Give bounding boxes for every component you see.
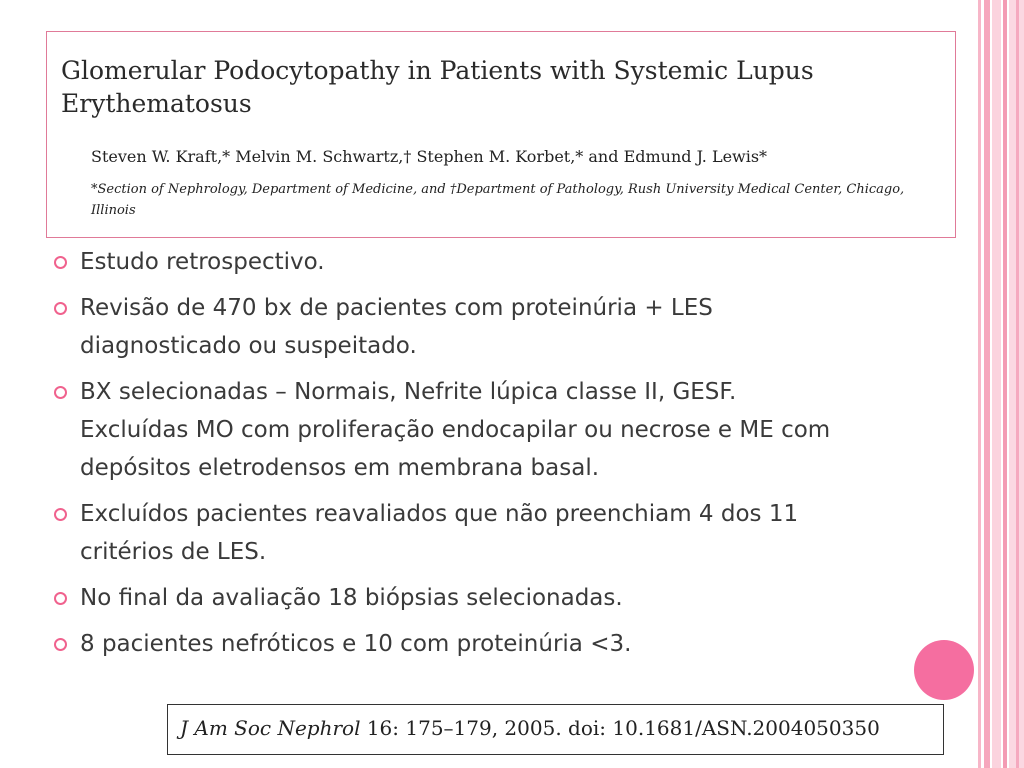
- bullet-item: [50, 243, 850, 281]
- decorative-stripe: [1003, 0, 1007, 768]
- decorative-circle: [914, 640, 974, 700]
- bullet-item: [50, 579, 850, 617]
- citation-text: [180, 716, 880, 740]
- citation-box: [167, 704, 944, 755]
- bullet-circle-icon: [54, 302, 67, 315]
- bullet-circle-icon: [54, 592, 67, 605]
- bullet-item: [50, 625, 850, 663]
- article-title: Glomerular Podocytopathy in Patients with Systemic Lupus Erythematosus: [61, 56, 814, 118]
- bullet-circle-icon: [54, 386, 67, 399]
- bullet-text: Excluídos pacientes reavaliados que não preenchiam 4 dos 11 critérios de LES.: [80, 501, 799, 565]
- bullet-text: Revisão de 470 bx de pacientes com proteinúria + LES diagnosticado ou suspeitado.: [80, 295, 713, 359]
- decorative-stripe: [978, 0, 981, 768]
- decorative-stripe: [1016, 0, 1019, 768]
- article-header-image: [46, 31, 956, 238]
- bullet-text: 8 pacientes nefróticos e 10 com proteinúria <3.: [80, 631, 632, 657]
- decorative-stripe: [984, 0, 990, 768]
- citation-journal: J Am Soc Nephrol: [180, 716, 361, 740]
- bullet-text: BX selecionadas – Normais, Nefrite lúpica classe II, GESF. Excluídas MO com proliferação endocapilar ou necrose e ME com depósitos eletrodensos em membrana basal.: [80, 379, 831, 481]
- article-authors: Steven W. Kraft,* Melvin M. Schwartz,† Stephen M. Korbet,* and Edmund J. Lewis*: [91, 147, 768, 166]
- bullet-text: No final da avaliação 18 biópsias selecionadas.: [80, 585, 623, 611]
- bullet-text: Estudo retrospectivo.: [80, 249, 325, 275]
- bullet-list: [50, 243, 850, 671]
- bullet-circle-icon: [54, 638, 67, 651]
- bullet-item: [50, 373, 850, 487]
- bullet-circle-icon: [54, 508, 67, 521]
- decorative-stripe: [992, 0, 1001, 768]
- citation-details: 16: 175–179, 2005. doi: 10.1681/ASN.2004050350: [366, 716, 880, 740]
- bullet-item: [50, 289, 850, 365]
- article-affiliation: *Section of Nephrology, Department of Medicine, and †Department of Pathology, Rush University Medical Center, Chicago, Illinois: [91, 182, 905, 218]
- bullet-item: [50, 495, 850, 571]
- bullet-circle-icon: [54, 256, 67, 269]
